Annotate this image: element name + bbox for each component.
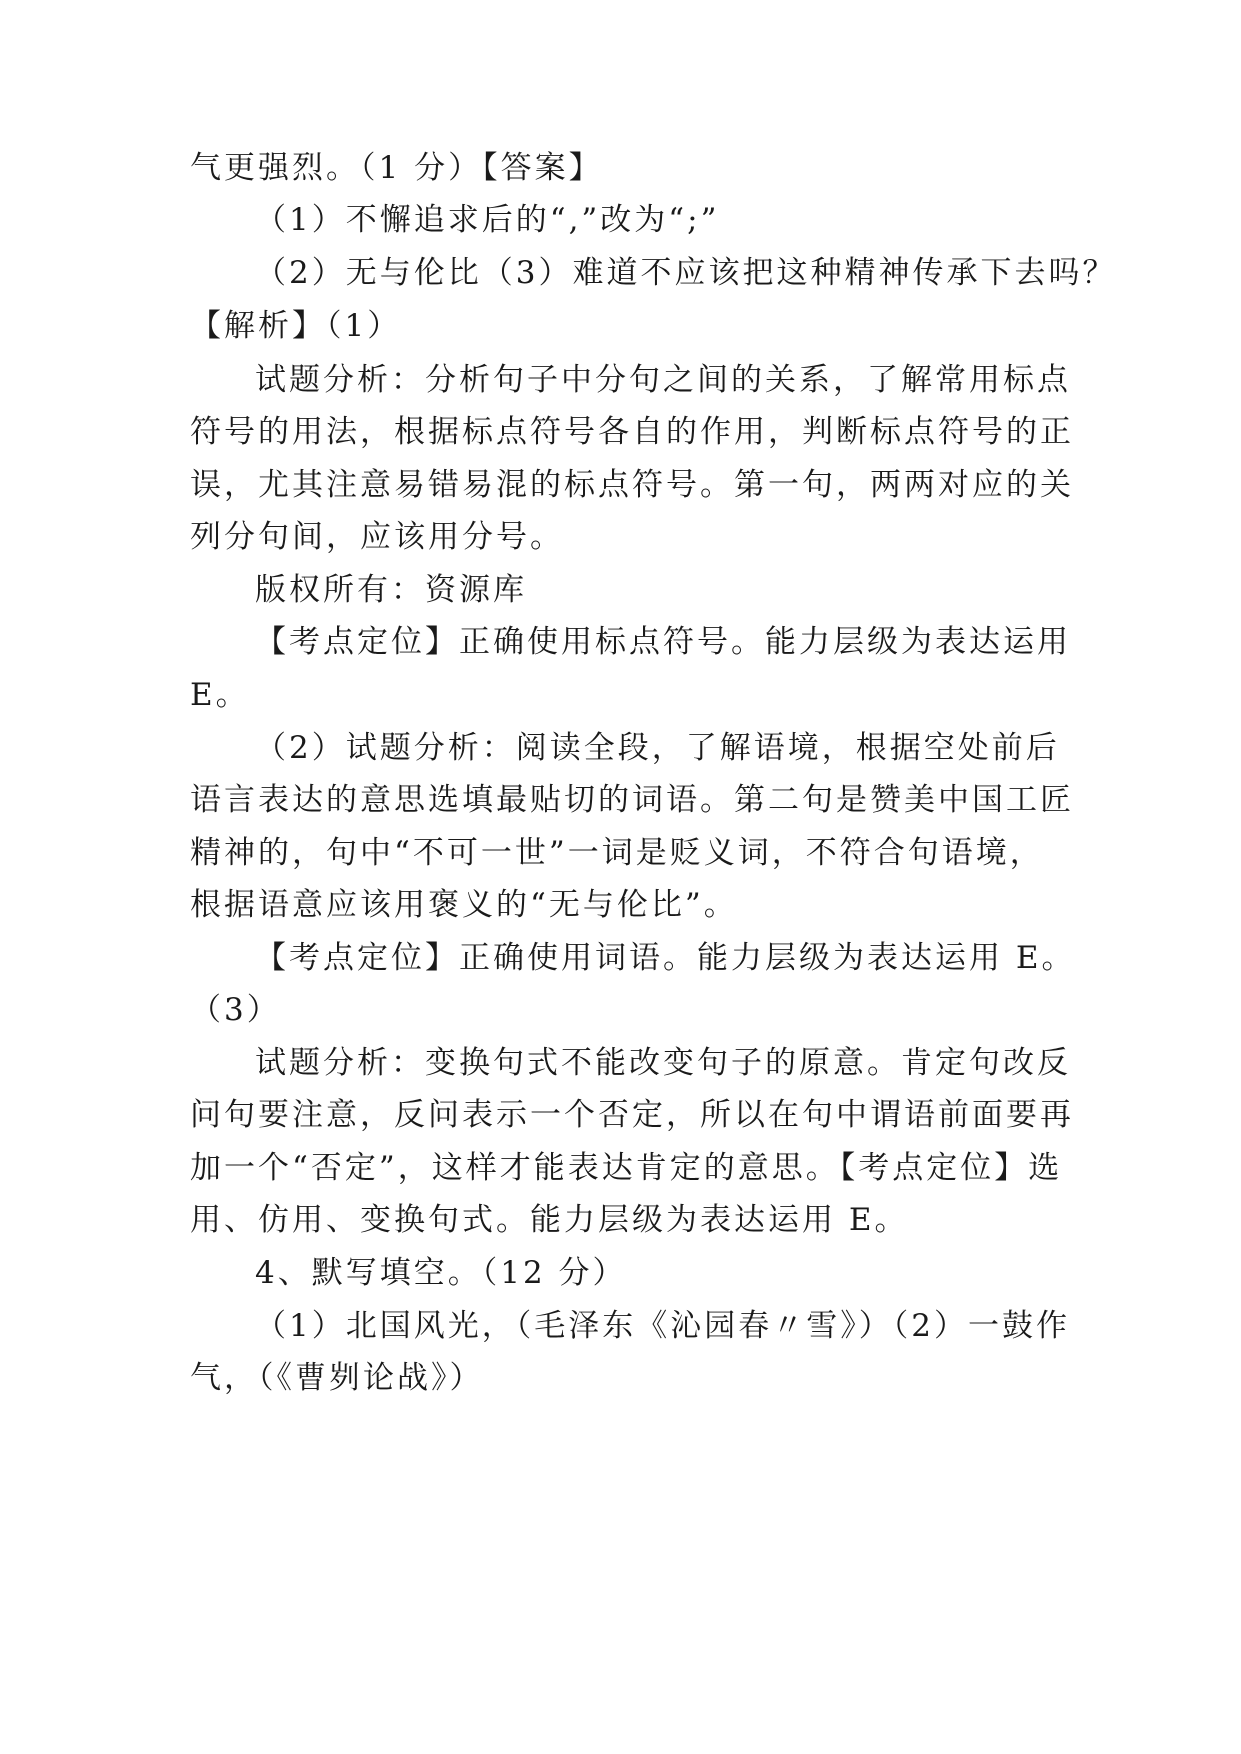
- text-line-16: 【考点定位】正确使用词语。能力层级为表达运用 E。: [255, 940, 1076, 976]
- text-line-8: 列分句间，应该用分号。: [190, 519, 564, 555]
- text-line-13: 语言表达的意思选填最贴切的词语。第二句是赞美中国工匠: [190, 782, 1074, 818]
- text-line-15: 根据语意应该用褒义的“无与伦比”。: [190, 887, 738, 923]
- text-line-21: 用、仿用、变换句式。能力层级为表达运用 E。: [190, 1202, 909, 1238]
- text-line-3: （2）无与伦比（3）难道不应该把这种精神传承下去吗？: [255, 255, 1117, 291]
- text-line-1: 气更强烈。（1 分）【答案】: [190, 150, 603, 186]
- text-line-9: 版权所有：资源库: [255, 572, 527, 608]
- text-line-20: 加一个“否定”，这样才能表达肯定的意思。【考点定位】选: [190, 1150, 1063, 1186]
- text-line-17: （3）: [190, 992, 281, 1028]
- text-line-22: 4、默写填空。（12 分）: [255, 1255, 627, 1291]
- text-line-18: 试题分析：变换句式不能改变句子的原意。肯定句改反: [255, 1045, 1071, 1081]
- text-line-7: 误，尤其注意易错易混的标点符号。第一句，两两对应的关: [190, 467, 1074, 503]
- text-line-4: 【解析】（1）: [190, 308, 402, 344]
- text-line-10: 【考点定位】正确使用标点符号。能力层级为表达运用: [255, 624, 1071, 660]
- text-line-19: 问句要注意，反问表示一个否定，所以在句中谓语前面要再: [190, 1097, 1074, 1133]
- text-line-6: 符号的用法，根据标点符号各自的作用，判断标点符号的正: [190, 414, 1074, 450]
- text-line-14: 精神的，句中“不可一世”一词是贬义词，不符合句语境，: [190, 835, 1044, 871]
- text-line-12: （2）试题分析：阅读全段，了解语境，根据空处前后: [255, 730, 1060, 766]
- text-line-11: E。: [190, 677, 250, 713]
- text-line-5: 试题分析：分析句子中分句之间的关系，了解常用标点: [255, 362, 1071, 398]
- text-line-24: 气，（《曹刿论战》）: [190, 1360, 484, 1396]
- text-line-2: （1）不懈追求后的“,”改为“;”: [255, 202, 720, 238]
- text-line-23: （1）北国风光，（毛泽东《沁园春〃雪》）（2）一鼓作: [255, 1308, 1070, 1344]
